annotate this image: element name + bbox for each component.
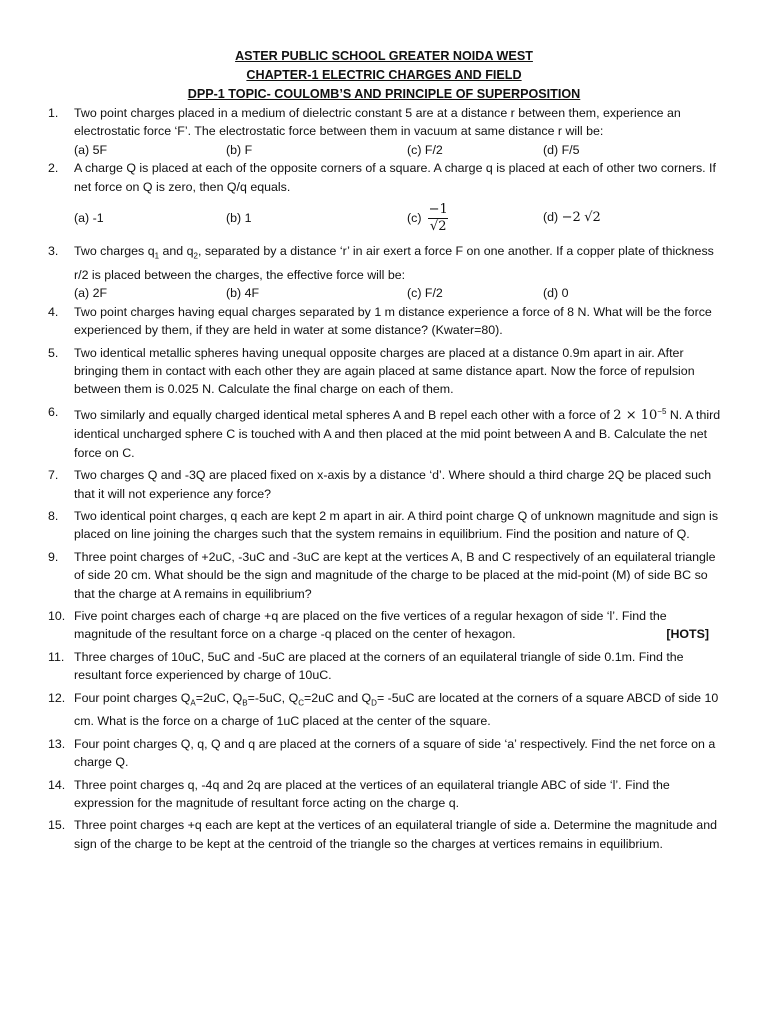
question-4 — [48, 303, 723, 340]
option-d: (d) 0 — [543, 286, 569, 301]
question-text: Three point charges q, -4q and 2q are placed at the vertices of an equilateral triangle ABC of side ‘l’. Find the expression for the magnitude of resultant force acting on the charge q. — [74, 777, 670, 811]
question-1 — [48, 104, 723, 159]
question-text: A charge Q is placed at each of the opposite corners of a square. A charge q is placed at each of other two corners. If net force on Q is zero, then Q/q equals. — [74, 161, 716, 194]
text-part: =-5uC, Q — [247, 690, 299, 705]
option-d — [543, 208, 663, 227]
question-text: Two point charges having equal charges separated by 1 m distance experience a force of 8 N. What will be the force experienced by them, if they are held in water at some distance? (Kwater=80). — [74, 304, 712, 338]
worksheet-header — [0, 47, 768, 104]
question-number: 3. — [48, 244, 59, 259]
question-number: 4. — [48, 304, 59, 319]
subscript: C — [298, 698, 304, 708]
question-8 — [48, 507, 723, 544]
question-text: Two point charges placed in a medium of dielectric constant 5 are at a distance r between them, experience an electrostatic force ‘F’. The electrostatic force between them in vacuum at same distance r will be: — [74, 106, 681, 139]
question-5 — [48, 344, 723, 399]
question-text: Two identical metallic spheres having unequal opposite charges are placed at a distance 0.9m apart in air. After bringing them in contact with each other they are again placed at same distance apart. Now the force of repulsion between them is 0.025 N. Calculate the final charge on each of them. — [74, 345, 695, 397]
question-number: 10. — [48, 608, 66, 623]
math-expression: 2 × 10 — [613, 407, 658, 423]
question-number: 6. — [48, 404, 59, 419]
question-7 — [48, 466, 723, 503]
option-b: (b) F — [226, 142, 253, 157]
subscript: A — [190, 698, 196, 708]
option-b: (b) 4F — [226, 286, 260, 301]
question-10 — [48, 607, 723, 644]
question-15 — [48, 816, 723, 853]
question-text — [74, 607, 723, 644]
question-11 — [48, 648, 723, 685]
question-text: Two identical point charges, q each are kept 2 m apart in air. A third point charge Q of unknown magnitude and sign is placed on line joining the charges such that the system remains in equilibrium. Find the position and nature of Q. — [74, 508, 719, 542]
question-number: 13. — [48, 736, 66, 751]
option-c: (c) F/2 — [407, 142, 443, 157]
text-part: =2uC, Q — [195, 690, 243, 705]
option-a: (a) 2F — [74, 286, 108, 301]
options-row — [74, 198, 723, 238]
question-text: Three point charges +q each are kept at the vertices of an equilateral triangle of side a. Determine the magnitude and sign of the charge to be kept at the centroid of the triangle so the charges at vertices remains in equilibrium. — [74, 818, 717, 851]
text-part: and q — [159, 244, 194, 259]
option-c-label: (c) — [407, 210, 422, 225]
question-number: 8. — [48, 508, 59, 523]
text-part: N. A third identical uncharged sphere C is touched with A and then placed at the mid point between A and B. Calculate the net force on C. — [74, 407, 721, 460]
subscript: 2 — [193, 251, 198, 261]
option-d-root: √2 — [584, 210, 601, 226]
question-2 — [48, 159, 723, 238]
exponent: −5 — [657, 406, 667, 416]
question-text — [74, 689, 723, 731]
hots-tag: [HOTS] — [666, 627, 709, 642]
option-a: (a) -1 — [74, 210, 104, 225]
question-number: 2. — [48, 161, 59, 176]
text-part: =2uC and Q — [304, 690, 372, 705]
subscript: 1 — [154, 251, 160, 261]
question-number: 11. — [48, 649, 65, 664]
question-6 — [48, 403, 723, 462]
text-part: Four point charges Q — [74, 690, 191, 705]
options-row — [74, 284, 723, 302]
option-a: (a) 5F — [74, 142, 108, 157]
text-part: Two charges q — [74, 244, 155, 259]
question-number: 15. — [48, 818, 66, 833]
text-part: , separated by a distance ‘r’ in air exert a force F on one another. If a copper plate of thickness r/2 is placed between the charges, the effective force will be: — [74, 244, 714, 282]
text-part: = -5uC are located at the corners of a square ABCD of side 10 cm. What is the force on a charge of 1uC placed at the center of the square. — [74, 690, 719, 729]
question-number: 14. — [48, 777, 66, 792]
text-part: Five point charges each of charge +q are placed on the five vertices of a regular hexagon of side ‘l’. Find the magnitude of the resultant force on a charge -q placed on the center of hexagon. — [74, 608, 667, 642]
question-list — [48, 104, 723, 853]
fraction-numerator: −1 — [428, 201, 448, 217]
question-12 — [48, 689, 723, 731]
school-name: ASTER PUBLIC SCHOOL GREATER NOIDA WEST — [235, 49, 533, 63]
question-text: Three point charges of +2uC, -3uC and -3uC are kept at the vertices A, B and C respectively of an equilateral triangle of side 20 cm. What should be the sign and magnitude of the charge to be placed at the mid-point (M) of side BC so that the charge at A remains in equilibrium? — [74, 549, 716, 601]
question-number: 12. — [48, 690, 66, 705]
question-number: 1. — [48, 106, 59, 120]
option-d-value: −2 — [561, 210, 581, 226]
question-14 — [48, 776, 723, 813]
question-number: 7. — [48, 468, 59, 483]
chapter-title: CHAPTER-1 ELECTRIC CHARGES AND FIELD — [246, 68, 522, 82]
question-13 — [48, 735, 723, 772]
subscript: B — [242, 698, 248, 708]
question-number: 5. — [48, 345, 59, 360]
fraction-denominator: √2 — [429, 218, 447, 234]
question-text — [74, 242, 723, 284]
option-c: (c) F/2 — [407, 286, 443, 301]
options-row — [74, 141, 723, 159]
option-d-label: (d) — [543, 210, 559, 225]
question-text: Two charges Q and -3Q are placed fixed on x-axis by a distance ‘d’. Where should a third charge 2Q be placed such that it will not experience any force? — [74, 468, 712, 501]
text-part: Two similarly and equally charged identical metal spheres A and B repel each other with a force of — [74, 407, 614, 422]
question-text — [74, 403, 723, 462]
question-number: 9. — [48, 549, 59, 564]
option-d: (d) F/5 — [543, 142, 580, 157]
topic-title: DPP-1 TOPIC- COULOMB’S AND PRINCIPLE OF SUPERPOSITION — [187, 87, 581, 101]
option-c — [407, 202, 543, 235]
question-text: Four point charges Q, q, Q and q are placed at the corners of a square of side ‘a’ respectively. Find the net force on a charge Q. — [74, 736, 716, 770]
option-b: (b) 1 — [226, 210, 252, 225]
question-3 — [48, 242, 723, 303]
subscript: D — [371, 698, 377, 708]
question-text: Three charges of 10uC, 5uC and -5uC are placed at the corners of an equilateral triangle of side 0.1m. Find the resultant force experienced by charge of 10uC. — [74, 649, 684, 683]
fraction — [428, 202, 449, 235]
question-9 — [48, 548, 723, 603]
